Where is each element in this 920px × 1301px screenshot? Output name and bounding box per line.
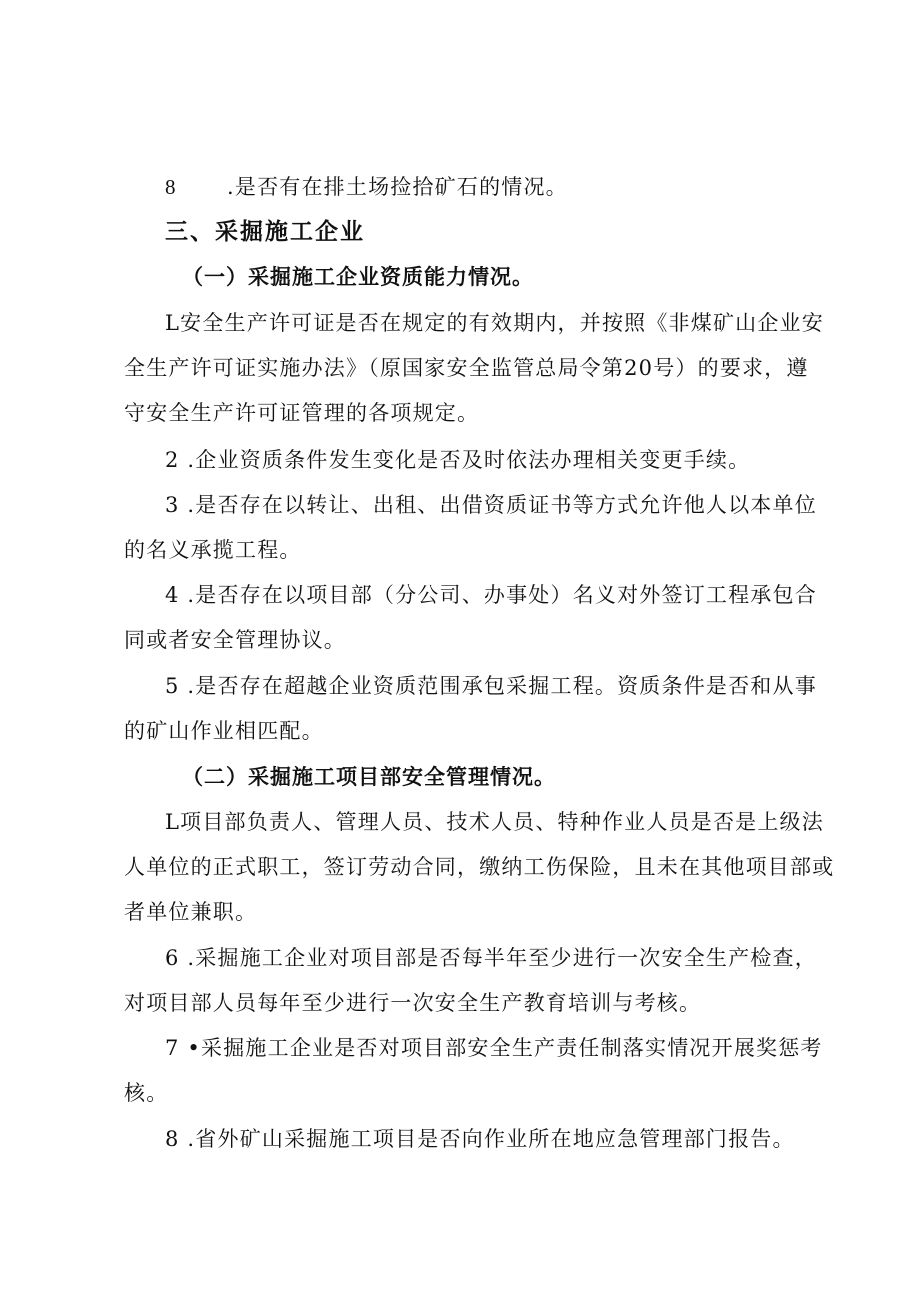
paragraph-line: 人单位的正式职工，签订劳动合同，缴纳工伤保险，且未在其他项目部或 <box>124 855 835 879</box>
paragraph-line: 对项目部人员每年至少进行一次安全生产教育培训与考核。 <box>124 991 702 1015</box>
paragraph-line: 守安全生产许可证管理的各项规定。 <box>124 401 480 425</box>
section-heading: 三、采掘施工企业 <box>165 219 365 245</box>
item-8-fragment <box>165 172 568 202</box>
subsection-heading: （二）采掘施工项目部安全管理情况。 <box>182 765 556 789</box>
subsection-heading: （一）采掘施工企业资质能力情况。 <box>182 265 534 289</box>
item-text: .是否有在排土场捡拾矿石的情况。 <box>227 175 568 199</box>
paragraph-line: 的名义承揽工程。 <box>124 538 302 562</box>
paragraph-line: 6 .采掘施工企业对项目部是否每半年至少进行一次安全生产检查， <box>165 946 817 970</box>
paragraph-line: 3 .是否存在以转让、出租、出借资质证书等方式允许他人以本单位 <box>165 493 817 517</box>
paragraph-line: 2 .企业资质条件发生变化是否及时依法办理相关变更手续。 <box>165 448 751 472</box>
paragraph-line: 7 •采掘施工企业是否对项目部安全生产责任制落实情况开展奖惩考 <box>165 1036 823 1060</box>
paragraph-line: 全生产许可证实施办法》（原国家安全监管总局令第20号）的要求，遵 <box>124 356 809 380</box>
paragraph-line: L安全生产许可证是否在规定的有效期内，并按照《非煤矿山企业安 <box>165 311 824 335</box>
paragraph-line: 5 .是否存在超越企业资质范围承包采掘工程。资质条件是否和从事 <box>165 674 817 698</box>
paragraph-line: 同或者安全管理协议。 <box>124 628 346 652</box>
paragraph-line: 者单位兼职。 <box>124 900 258 924</box>
paragraph-line: 4 .是否存在以项目部（分公司、办事处）名义对外签订工程承包合 <box>165 583 817 607</box>
paragraph-line: 核。 <box>124 1081 169 1105</box>
paragraph-line: L项目部负责人、管理人员、技术人员、特种作业人员是否是上级法 <box>165 810 824 834</box>
item-number: 8 <box>165 175 177 199</box>
paragraph-line: 的矿山作业相匹配。 <box>124 719 324 743</box>
paragraph-line: 8 .省外矿山采掘施工项目是否向作业所在地应急管理部门报告。 <box>165 1127 795 1151</box>
